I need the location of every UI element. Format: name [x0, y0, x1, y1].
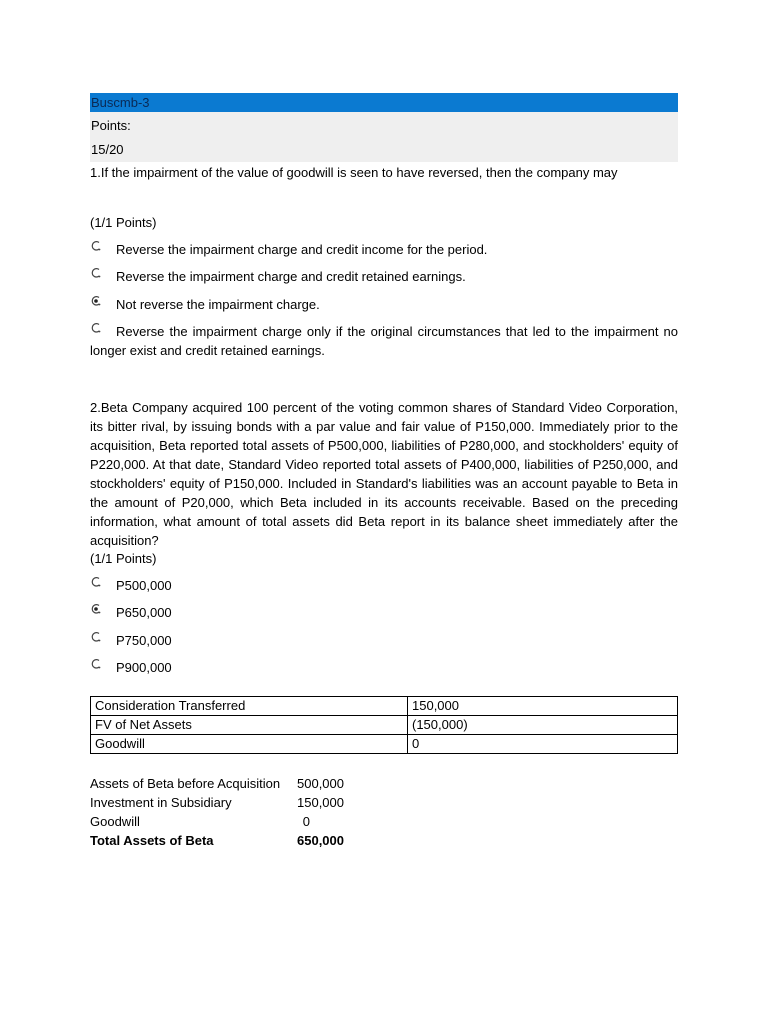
quiz-title: Buscmb-3 [91, 95, 150, 110]
table-row [91, 735, 678, 754]
table-cell-label: Consideration Transferred [91, 697, 408, 716]
points-panel [90, 112, 678, 162]
quiz-title-bar [90, 93, 678, 112]
summary-row [90, 793, 350, 812]
radio-selected-icon[interactable] [90, 295, 102, 307]
summary-total-row [90, 831, 350, 850]
q2-option-1-label: P500,000 [116, 578, 172, 593]
table-cell-label: Goodwill [91, 735, 408, 754]
q2-option-4[interactable] [90, 658, 678, 677]
summary-row [90, 812, 350, 831]
q1-option-4[interactable] [90, 322, 678, 360]
table-row [91, 716, 678, 735]
table-cell-value: (150,000) [408, 716, 678, 735]
q1-option-4-label: Reverse the impairment charge only if the original circumstances that led to the impairment no longer exist and credit retained earnings. [90, 324, 678, 358]
summary-total-label: Total Assets of Beta [90, 833, 214, 848]
radio-unselected-icon[interactable] [90, 322, 102, 334]
q2-option-2-label: P650,000 [116, 605, 172, 620]
goodwill-table [90, 696, 678, 754]
q2-option-3-label: P750,000 [116, 633, 172, 648]
summary-value: 500,000 [297, 776, 344, 791]
q1-option-3[interactable] [90, 295, 678, 314]
table-cell-value: 150,000 [408, 697, 678, 716]
radio-unselected-icon[interactable] [90, 631, 102, 643]
q2-option-2[interactable] [90, 603, 678, 622]
q1-option-1[interactable] [90, 240, 678, 259]
summary-label: Investment in Subsidiary [90, 795, 232, 810]
radio-unselected-icon[interactable] [90, 658, 102, 670]
q1-option-2-label: Reverse the impairment charge and credit retained earnings. [116, 269, 466, 284]
question-2-points: (1/1 Points) [90, 551, 157, 566]
q2-option-4-label: P900,000 [116, 660, 172, 675]
q2-option-3[interactable] [90, 631, 678, 650]
question-2-text: 2.Beta Company acquired 100 percent of the voting common shares of Standard Video Corporation, its bitter rival, by issuing bonds with a par value and fair value of P150,000. Immediately prior to the acquisition, Beta reported total assets of P500,000, liabilities of P280,000, and stockholders' equity of P220,000. At that date, Standard Video reported total assets of P400,000, liabilities of P250,000, and stockholders' equity of P150,000. Included in Standard's liabilities was an account payable to Beta in the amount of P20,000, which Beta included in its accounts receivable. Based on the preceding information, what amount of total assets did Beta report in its balance sheet immediately after the acquisition? [90, 400, 678, 548]
q1-option-1-label: Reverse the impairment charge and credit income for the period. [116, 242, 488, 257]
points-label: Points: [91, 118, 131, 133]
summary-value: 0 [302, 814, 310, 829]
q1-option-2[interactable] [90, 267, 678, 286]
q1-option-3-label: Not reverse the impairment charge. [116, 297, 320, 312]
radio-unselected-icon[interactable] [90, 576, 102, 588]
q2-option-1[interactable] [90, 576, 678, 595]
points-value: 15/20 [91, 142, 124, 157]
question-1-text: 1.If the impairment of the value of goodwill is seen to have reversed, then the company may [90, 165, 618, 180]
summary-row [90, 774, 350, 793]
summary-label: Assets of Beta before Acquisition [90, 776, 281, 791]
table-row [91, 697, 678, 716]
table-cell-value: 0 [408, 735, 678, 754]
radio-unselected-icon[interactable] [90, 267, 102, 279]
radio-unselected-icon[interactable] [90, 240, 102, 252]
summary-value: 150,000 [297, 795, 344, 810]
table-cell-label: FV of Net Assets [91, 716, 408, 735]
question-1-points: (1/1 Points) [90, 215, 157, 230]
summary-label: Goodwill [90, 814, 140, 829]
summary-total-value: 650,000 [297, 833, 344, 848]
radio-selected-icon[interactable] [90, 603, 102, 615]
